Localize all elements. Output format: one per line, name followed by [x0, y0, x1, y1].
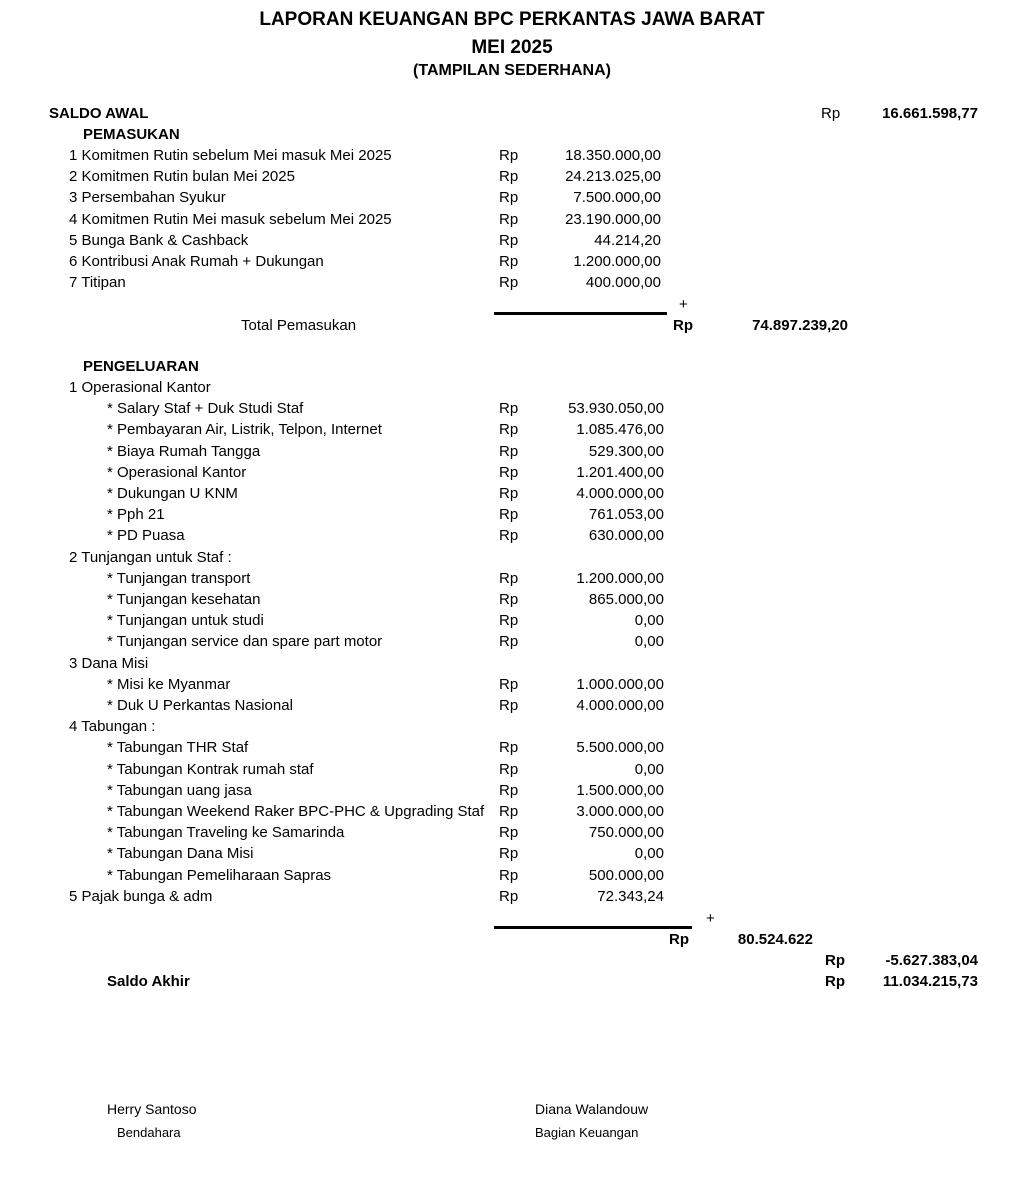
income-item-amount: 400.000,00 [585, 274, 661, 292]
expense-item-currency: Rp [499, 442, 519, 460]
report-subtitle: (TAMPILAN SEDERHANA) [413, 62, 611, 79]
expense-item-currency: Rp [499, 887, 519, 905]
income-item-label: 2 Komitmen Rutin bulan Mei 2025 [69, 168, 295, 186]
expense-item-amount: 1.200.000,00 [576, 569, 664, 587]
income-item-currency: Rp [499, 147, 519, 164]
expense-total-amount: 80.524.622 [737, 931, 813, 948]
expense-item-label: * Tabungan Pemeliharaan Sapras [107, 866, 332, 884]
signer-name: Diana Walandouw [535, 1101, 649, 1117]
expense-item-amount: 4.000.000,00 [576, 485, 664, 502]
closing-balance-amount: 11.034.215,73 [882, 973, 978, 990]
income-item-label: 6 Kontribusi Anak Rumah + Dukungan [69, 253, 324, 270]
expense-item-amount: 630.000,00 [588, 527, 664, 545]
closing-balance-currency: Rp [825, 973, 845, 990]
opening-balance-label: SALDO AWAL [49, 105, 149, 122]
expense-item-label: * Duk U Perkantas Nasional [107, 697, 293, 714]
expense-item-currency: Rp [499, 781, 519, 799]
opening-balance-currency: Rp [821, 105, 841, 122]
expense-item-currency: Rp [499, 866, 519, 884]
expense-item-currency: Rp [499, 845, 519, 863]
closing-balance-label: Saldo Akhir [107, 973, 190, 990]
expense-item-amount: 72.343,24 [597, 887, 664, 905]
expense-total-currency: Rp [669, 931, 689, 948]
expense-item-currency: Rp [499, 400, 519, 418]
income-sum-rule [494, 312, 667, 315]
expense-item-label: * Tunjangan kesehatan [107, 591, 261, 608]
expense-item-currency: Rp [499, 506, 519, 524]
expense-item-amount: 0,00 [634, 633, 664, 651]
income-item-amount: 7.500.000,00 [573, 189, 661, 207]
income-heading: PEMASUKAN [83, 126, 180, 143]
income-item-currency: Rp [499, 189, 519, 207]
expense-item-currency: Rp [499, 697, 519, 714]
income-item-label: 5 Bunga Bank & Cashback [69, 231, 249, 249]
income-item-amount: 24.213.025,00 [565, 168, 661, 186]
income-item-currency: Rp [499, 231, 519, 249]
income-item-currency: Rp [499, 274, 519, 292]
expense-item-currency: Rp [499, 591, 519, 608]
expense-sum-rule [494, 926, 692, 929]
expense-item-amount: 0,00 [634, 845, 664, 863]
income-item-currency: Rp [499, 253, 519, 270]
income-total-label: Total Pemasukan [241, 317, 357, 334]
expense-heading: PENGELUARAN [83, 358, 199, 375]
expense-item-amount: 4.000.000,00 [576, 697, 664, 714]
expense-item-label: * Tabungan Kontrak rumah staf [107, 760, 314, 778]
income-item-amount: 23.190.000,00 [565, 210, 661, 228]
expense-item-amount: 761.053,00 [588, 506, 664, 524]
expense-group-label: 5 Pajak bunga & adm [69, 887, 213, 905]
expense-group-label: 2 Tunjangan untuk Staf : [69, 548, 232, 566]
expense-item-label: * Pembayaran Air, Listrik, Telpon, Internet [107, 421, 382, 439]
expense-item-amount: 1.201.400,00 [576, 463, 664, 481]
report-period: MEI 2025 [471, 37, 553, 58]
expense-item-label: * Tabungan Traveling ke Samarinda [107, 824, 345, 842]
expense-item-amount: 1.000.000,00 [576, 675, 664, 693]
income-item-amount: 1.200.000,00 [573, 253, 661, 270]
expense-item-label: * Tunjangan transport [107, 569, 251, 587]
expense-item-currency: Rp [499, 527, 519, 545]
expense-item-amount: 865.000,00 [588, 591, 664, 608]
income-item-currency: Rp [499, 168, 519, 186]
expense-item-currency: Rp [499, 633, 519, 651]
expense-item-label: * Tunjangan untuk studi [107, 612, 264, 630]
income-item-label: 1 Komitmen Rutin sebelum Mei masuk Mei 2025 [69, 147, 392, 164]
expense-item-amount: 529.300,00 [588, 442, 664, 460]
expense-group-label: 3 Dana Misi [69, 654, 149, 672]
income-item-currency: Rp [499, 210, 519, 228]
expense-item-label: * Tabungan THR Staf [107, 739, 249, 757]
income-item-amount: 18.350.000,00 [565, 147, 661, 164]
expense-item-label: * Tabungan Dana Misi [107, 845, 254, 863]
difference-amount: -5.627.383,04 [885, 952, 978, 969]
expense-item-amount: 1.500.000,00 [576, 781, 664, 799]
expense-item-label: * Pph 21 [107, 506, 165, 524]
expense-item-amount: 0,00 [634, 612, 664, 630]
expense-item-currency: Rp [499, 485, 519, 502]
opening-balance-amount: 16.661.598,77 [882, 105, 978, 122]
expense-item-label: * Salary Staf + Duk Studi Staf [107, 400, 304, 418]
expense-item-label: * Operasional Kantor [107, 463, 247, 481]
income-item-label: 4 Komitmen Rutin Mei masuk sebelum Mei 2025 [69, 210, 392, 228]
report-title: LAPORAN KEUANGAN BPC PERKANTAS JAWA BARAT [259, 9, 765, 30]
expense-item-currency: Rp [499, 675, 519, 693]
expense-item-currency: Rp [499, 612, 519, 630]
difference-currency: Rp [825, 952, 845, 969]
income-total-currency: Rp [673, 317, 693, 334]
signer-name: Herry Santoso [107, 1101, 197, 1117]
income-item-amount: 44.214,20 [594, 231, 661, 249]
expense-item-amount: 1.085.476,00 [576, 421, 664, 439]
income-item-label: 7 Titipan [69, 274, 126, 292]
expense-item-label: * Misi ke Myanmar [107, 675, 231, 693]
expense-item-amount: 53.930.050,00 [568, 400, 664, 418]
expense-group-label: 4 Tabungan : [69, 718, 156, 736]
expense-item-amount: 3.000.000,00 [576, 803, 664, 820]
expense-item-amount: 750.000,00 [588, 824, 664, 842]
expense-item-currency: Rp [499, 824, 519, 842]
income-item-label: 3 Persembahan Syukur [69, 189, 226, 207]
income-plus-sign: + [679, 296, 688, 313]
signer-role: Bagian Keuangan [535, 1125, 639, 1140]
expense-item-currency: Rp [499, 739, 519, 757]
expense-item-currency: Rp [499, 760, 519, 778]
expense-item-currency: Rp [499, 569, 519, 587]
expense-item-label: * Tabungan uang jasa [107, 781, 252, 799]
expense-item-label: * PD Puasa [107, 527, 185, 545]
expense-item-label: * Biaya Rumah Tangga [107, 442, 261, 460]
expense-item-label: * Tabungan Weekend Raker BPC-PHC & Upgrading Staf [107, 803, 485, 820]
expense-item-currency: Rp [499, 803, 519, 820]
expense-item-amount: 500.000,00 [588, 866, 664, 884]
expense-item-currency: Rp [499, 421, 519, 439]
income-total-amount: 74.897.239,20 [752, 317, 848, 334]
expense-item-currency: Rp [499, 463, 519, 481]
expense-item-amount: 0,00 [634, 760, 664, 778]
signer-role: Bendahara [117, 1125, 181, 1140]
expense-item-label: * Dukungan U KNM [107, 485, 238, 502]
expense-group-label: 1 Operasional Kantor [69, 379, 211, 396]
expense-item-amount: 5.500.000,00 [576, 739, 664, 757]
expense-item-label: * Tunjangan service dan spare part motor [107, 633, 383, 651]
expense-plus-sign: + [706, 910, 715, 927]
